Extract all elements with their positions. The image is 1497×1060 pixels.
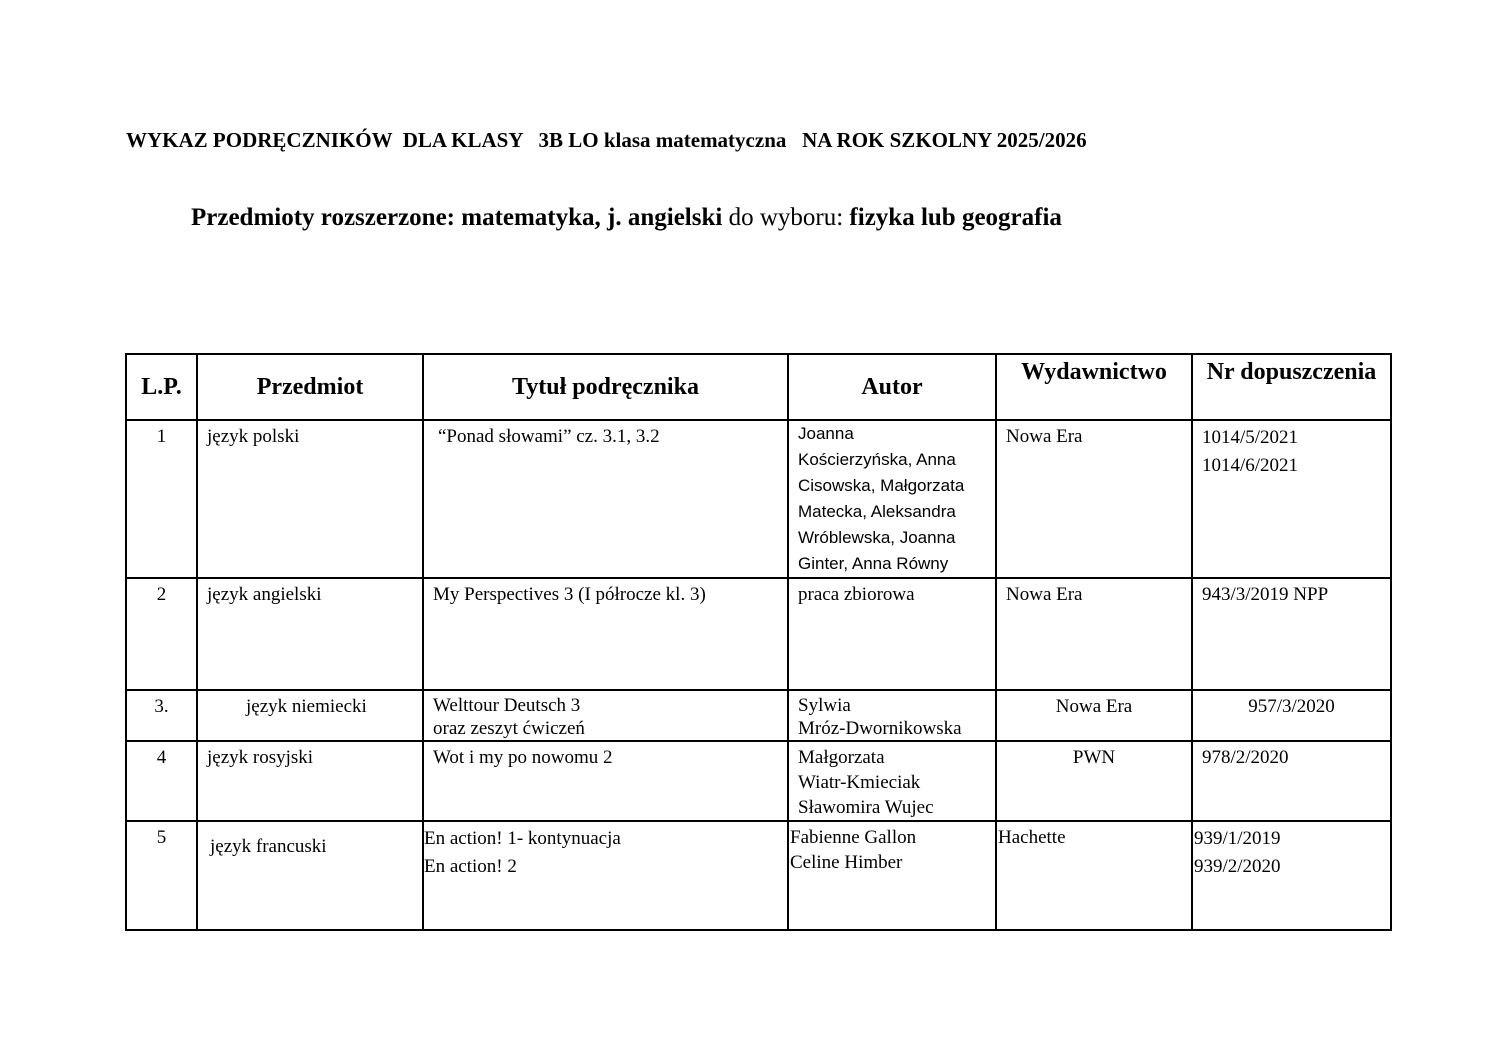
cell-lp: 3. — [126, 690, 197, 741]
cell-author: praca zbiorowa — [788, 578, 996, 690]
cell-lp: 4 — [126, 741, 197, 821]
column-header-author: Autor — [788, 354, 996, 420]
cell-lp: 1 — [126, 420, 197, 578]
cell-publisher: Nowa Era — [996, 690, 1192, 741]
cell-title: En action! 1- kontynuacja En action! 2 — [423, 821, 788, 930]
page-title: WYKAZ PODRĘCZNIKÓW DLA KLASY 3B LO klasa matematyczna NA ROK SZKOLNY 2025/2026 — [126, 128, 1087, 152]
cell-approval: 943/3/2019 NPP — [1192, 578, 1391, 690]
cell-title: Wot i my po nowomu 2 — [423, 741, 788, 821]
cell-approval: 1014/5/2021 1014/6/2021 — [1192, 420, 1391, 578]
column-header-title: Tytuł podręcznika — [423, 354, 788, 420]
cell-publisher: PWN — [996, 741, 1192, 821]
subtitle-extended-subjects: Przedmioty rozszerzone: matematyka, j. angielski — [191, 204, 723, 231]
cell-title: My Perspectives 3 (I półrocze kl. 3) — [423, 578, 788, 690]
table-row — [126, 420, 1391, 578]
column-header-approval-text: Nr dopuszczenia — [1206, 359, 1377, 385]
cell-subject: język niemiecki — [197, 690, 423, 741]
table-row — [126, 821, 1391, 930]
page-subtitle — [191, 204, 1062, 232]
column-header-lp: L.P. — [126, 354, 197, 420]
cell-author: Małgorzata Wiatr-Kmieciak Sławomira Wujec — [788, 741, 996, 821]
cell-subject: język angielski — [197, 578, 423, 690]
cell-lp: 2 — [126, 578, 197, 690]
table-header-row — [126, 354, 1391, 420]
cell-author: Fabienne Gallon Celine Himber — [788, 821, 996, 930]
column-header-subject: Przedmiot — [197, 354, 423, 420]
cell-subject: język francuski — [197, 821, 423, 930]
subtitle-choice-label: do wyboru: — [722, 204, 850, 231]
cell-publisher: Hachette — [996, 821, 1192, 930]
subtitle-choice-subjects: fizyka lub geografia — [849, 204, 1062, 231]
cell-approval: 957/3/2020 — [1192, 690, 1391, 741]
column-header-approval — [1192, 354, 1391, 420]
cell-title: Welttour Deutsch 3 oraz zeszyt ćwiczeń — [423, 690, 788, 741]
cell-publisher: Nowa Era — [996, 578, 1192, 690]
column-header-publisher — [996, 354, 1192, 420]
cell-publisher: Nowa Era — [996, 420, 1192, 578]
column-header-publisher-text: Wydawnictwo — [1021, 359, 1167, 385]
table-row — [126, 741, 1391, 821]
table-row — [126, 690, 1391, 741]
cell-approval: 978/2/2020 — [1192, 741, 1391, 821]
table-row — [126, 578, 1391, 690]
cell-title: “Ponad słowami” cz. 3.1, 3.2 — [423, 420, 788, 578]
cell-author: Sylwia Mróz-Dwornikowska — [788, 690, 996, 741]
textbook-table — [125, 353, 1392, 931]
cell-subject: język polski — [197, 420, 423, 578]
cell-subject: język rosyjski — [197, 741, 423, 821]
cell-approval: 939/1/2019 939/2/2020 — [1192, 821, 1391, 930]
cell-lp: 5 — [126, 821, 197, 930]
cell-author: Joanna Kościerzyńska, Anna Cisowska, Małgorzata Matecka, Aleksandra Wróblewska, Joanna Ginter, Anna Równy — [788, 420, 996, 578]
